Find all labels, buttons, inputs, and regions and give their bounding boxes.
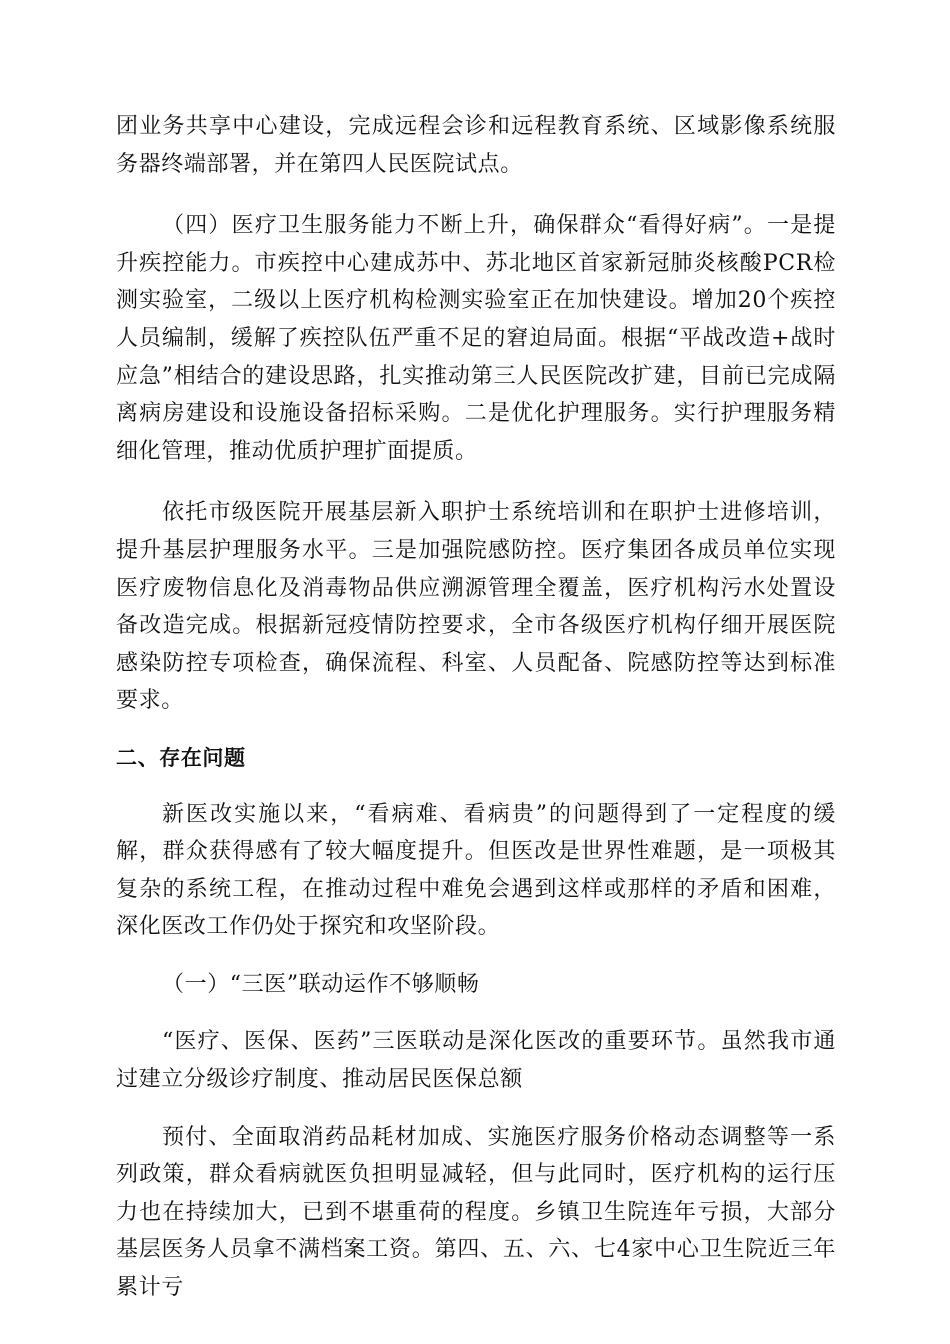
paragraph-continuation: 团业务共享中心建设，完成远程会诊和远程教育系统、区域影像系统服务器终端部署，并在第四人民医院试点。 [116,114,836,177]
document-body [116,108,836,1307]
subheading-three-linkage: （一）“三医”联动运作不够顺畅 [162,971,480,997]
paragraph-nursing-training: 依托市级医院开展基层新入职护士系统培训和在职护士进修培训，提升基层护理服务水平。三是加强院感防控。医疗集团各成员单位实现医疗废物信息化及消毒物品供应溯源管理全覆盖，医疗机构污水处置设备改造完成。根据新冠疫情防控要求，全市各级医疗机构仔细开展医院感染防控专项检查，确保流程、科室、人员配备、院感防控等达到标准要求。 [116,500,836,714]
paragraph-section-4: （四）医疗卫生服务能力不断上升，确保群众“看得好病”。一是提升疾控能力。市疾控中心建成苏中、苏北地区首家新冠肺炎核酸PCR检测实验室，二级以上医疗机构检测实验室正在加快建设。增加20个疾控人员编制，缓解了疾控队伍严重不足的窘迫局面。根据“平战改造+战时应急”相结合的建设思路，扎实推动第三人民医院改扩建，目前已完成隔离病房建设和设施设备招标采购。二是优化护理服务。实行护理服务精细化管理，推动优质护理扩面提质。 [116,213,836,464]
paragraph-three-linkage: “医疗、医保、医药”三医联动是深化医改的重要环节。虽然我市通过建立分级诊疗制度、推动居民医保总额 [116,1029,836,1093]
paragraph-reform-overview: 新医改实施以来，“看病难、看病贵”的问题得到了一定程度的缓解，群众获得感有了较大幅度提升。但医改是世界性难题，是一项极其复杂的系统工程，在推动过程中难免会遇到这样或那样的矛盾和困难，深化医改工作仍处于探究和攻坚阶段。 [116,801,836,940]
paragraph-prepayment: 预付、全面取消药品耗材加成、实施医疗服务价格动态调整等一系列政策，群众看病就医负担明显减轻，但与此同时，医疗机构的运行压力也在持续加大，已到不堪重荷的程度。乡镇卫生院连年亏损，大部分基层医务人员拿不满档案工资。第四、五、六、七4家中心卫生院近三年累计亏 [116,1124,836,1301]
section-heading-problems: 二、存在问题 [116,745,246,770]
